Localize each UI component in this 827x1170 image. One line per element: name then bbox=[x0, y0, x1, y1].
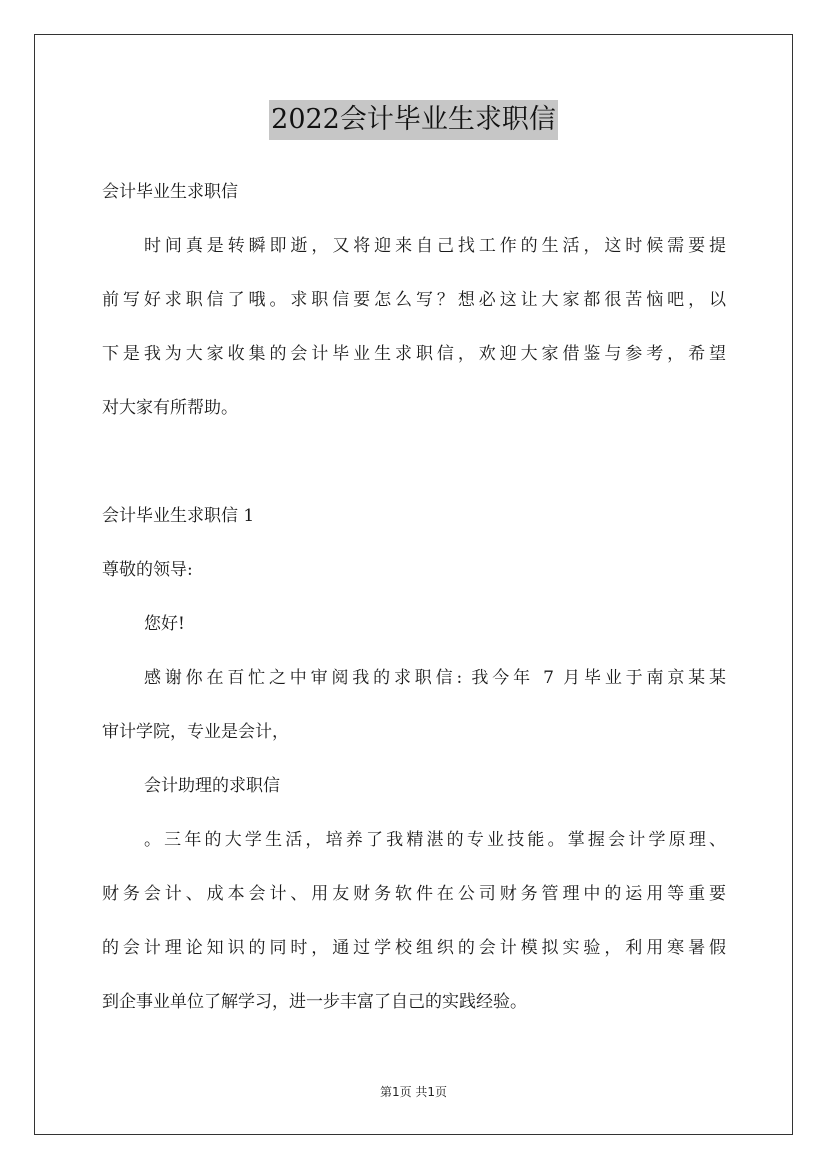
para2-line-4: 到企事业单位了解学习，进一步丰富了自己的实践经验。 bbox=[102, 992, 527, 1012]
intro-line-2: 前写好求职信了哦。求职信要怎么写？想必这让大家都很苦恼吧，以 bbox=[102, 290, 726, 310]
para2-line-2: 财务会计、成本会计、用友财务软件在公司财务管理中的运用等重要 bbox=[102, 884, 726, 904]
intro-line-3: 下是我为大家收集的会计毕业生求职信，欢迎大家借鉴与参考，希望 bbox=[102, 344, 726, 364]
subheading: 会计助理的求职信 bbox=[144, 776, 280, 796]
greeting: 您好! bbox=[144, 614, 185, 634]
para1-line-2: 审计学院，专业是会计， bbox=[102, 722, 289, 742]
intro-line-1: 时间真是转瞬即逝，又将迎来自己找工作的生活，这时候需要提 bbox=[144, 236, 726, 256]
para1-line-1: 感谢你在百忙之中审阅我的求职信: 我今年 7 月毕业于南京某某 bbox=[144, 668, 726, 688]
salutation: 尊敬的领导: bbox=[102, 560, 193, 580]
intro-heading: 会计毕业生求职信 bbox=[102, 182, 238, 202]
para2-line-1: 。三年的大学生活，培养了我精湛的专业技能。掌握会计学原理、 bbox=[144, 830, 726, 850]
document-title: 2022会计毕业生求职信 bbox=[269, 100, 558, 140]
para2-line-3: 的会计理论知识的同时，通过学校组织的会计模拟实验，利用寒暑假 bbox=[102, 938, 726, 958]
paragraph-gap bbox=[102, 440, 726, 494]
page-number: 第1页 共1页 bbox=[379, 1085, 448, 1099]
page-footer bbox=[0, 1083, 827, 1100]
document-body bbox=[102, 170, 726, 1034]
title-container bbox=[0, 100, 827, 140]
intro-line-4: 对大家有所帮助。 bbox=[102, 398, 238, 418]
section-title: 会计毕业生求职信 1 bbox=[102, 506, 255, 526]
